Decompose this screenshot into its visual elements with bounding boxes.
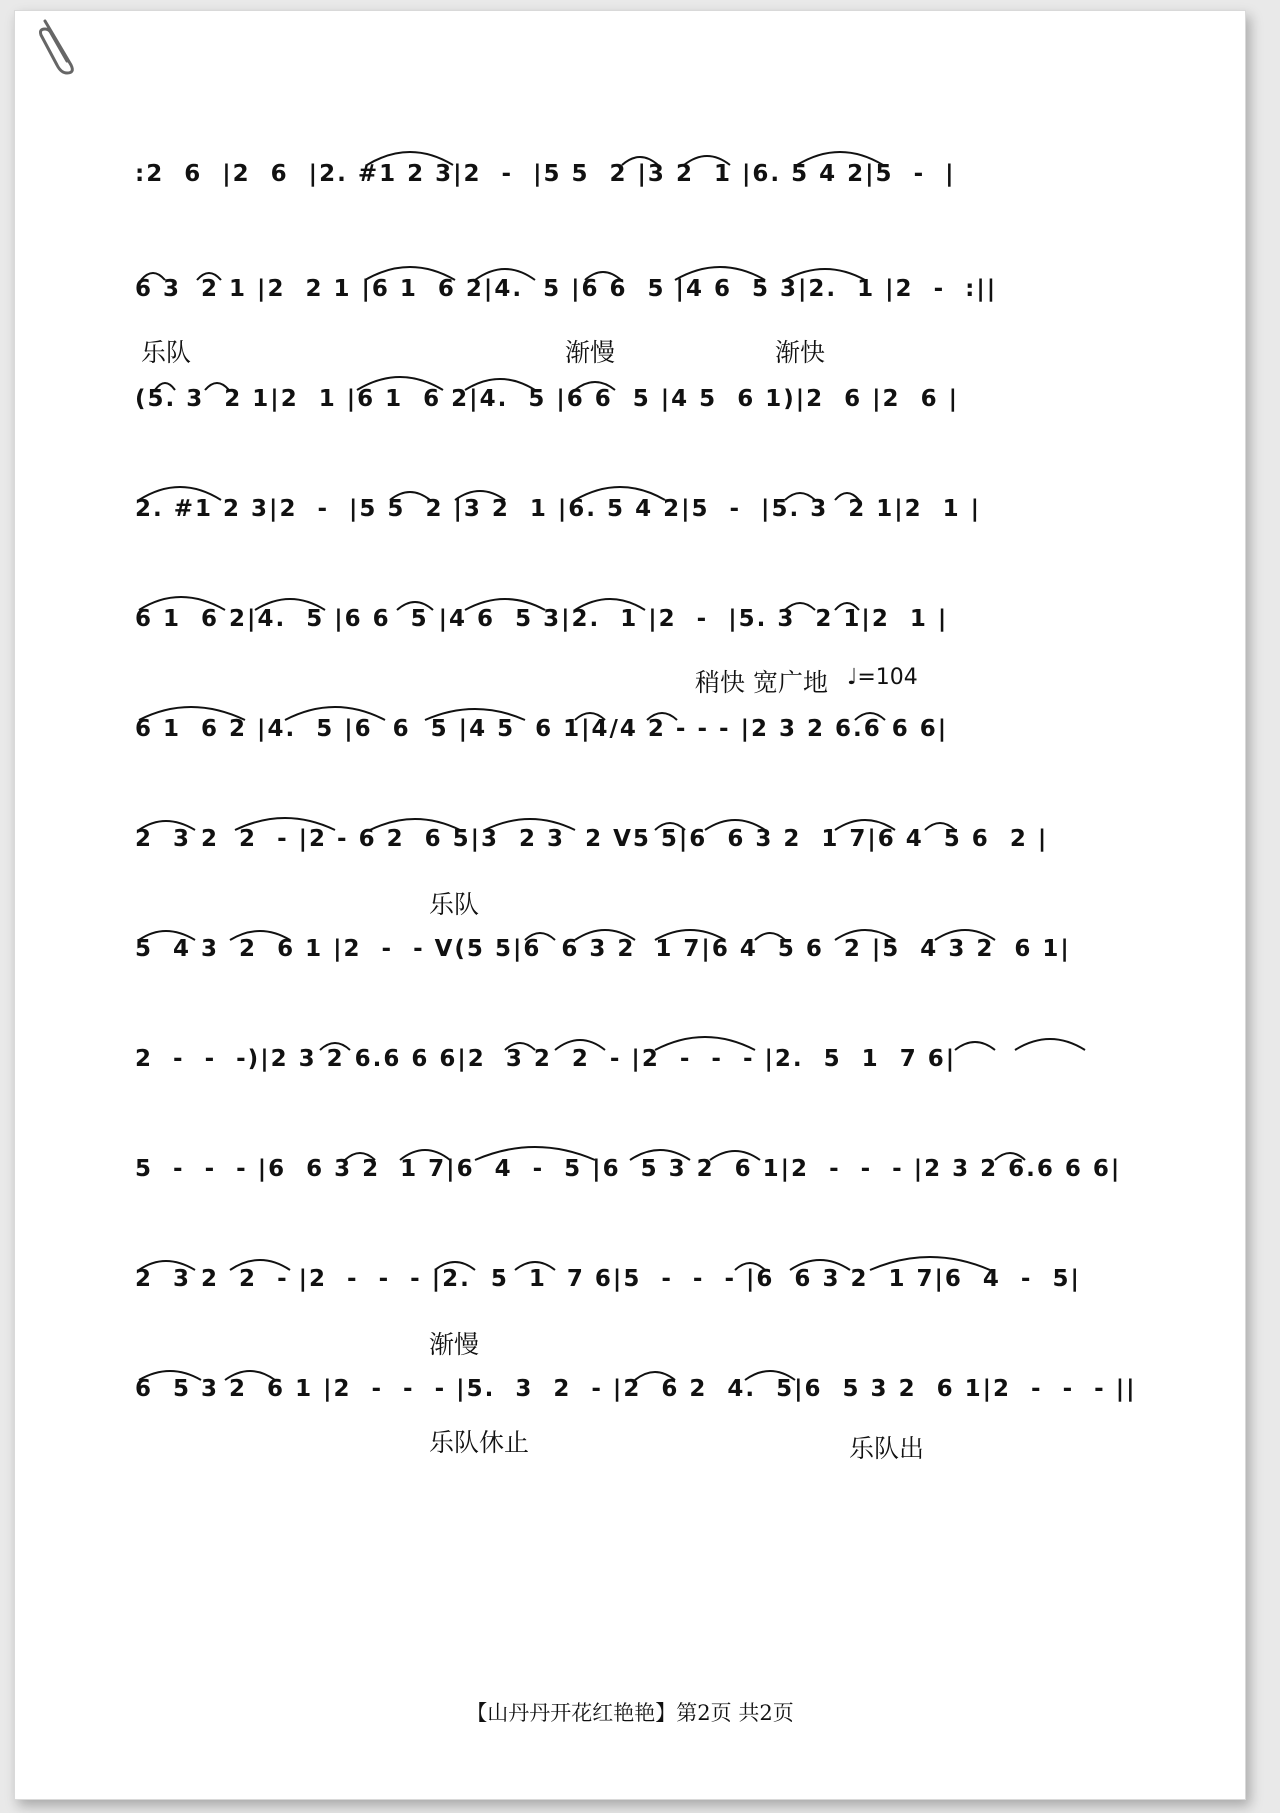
- score-line-5: [135, 606, 1145, 680]
- score-line-12: [135, 1376, 1145, 1450]
- score-line-4: [135, 496, 1145, 570]
- score-line-text: 5 4 3 2 6 1 |2 - - V(5 5|6 6 3 2 1 7|6 4 5 6 2 |5 4 3 2 6 1|: [135, 936, 1071, 962]
- score-line-text: 2 - - -)|2 3 2 6.6 6 6|2 3 2 2 - |2 - - - |2. 5 1 7 6|: [135, 1046, 957, 1072]
- direction-band: 乐队: [429, 890, 480, 919]
- score-line-text: 2 3 2 2 - |2 - - - |2. 5 1 7 6|5 - - - |6 6 3 2 1 7|6 4 - 5|: [135, 1266, 1081, 1292]
- score-line-text: 5 - - - |6 6 3 2 1 7|6 4 - 5 |6 5 3 2 6 1|2 - - - |2 3 2 6.6 6 6|: [135, 1156, 1122, 1182]
- score-line-2: [135, 276, 1145, 350]
- score-line-text: 6 1 6 2 |4. 5 |6 6 5 |4 5 6 1|4/4 2 - - - |2 3 2 6.6 6 6|: [135, 716, 949, 742]
- score-line-9: [135, 1046, 1145, 1120]
- score-line-text: 6 3 2 1 |2 2 1 |6 1 6 2|4. 5 |6 6 5 |4 6 5 3|2. 1 |2 - :||: [135, 276, 998, 302]
- score-line-text: :2 6 |2 6 |2. #1 2 3|2 - |5 5 2 |3 2 1 |6. 5 4 2|5 - |: [135, 161, 956, 187]
- score-line-8: [135, 936, 1145, 1010]
- paperclip-icon: [37, 17, 77, 75]
- score-line-text: 6 1 6 2|4. 5 |6 6 5 |4 6 5 3|2. 1 |2 - |5. 3 2 1|2 1 |: [135, 606, 949, 632]
- score-line-1: [135, 161, 1145, 235]
- direction-band-rest: 乐队休止: [429, 1428, 530, 1457]
- score-line-7: [135, 826, 1145, 900]
- score-line-10: [135, 1156, 1145, 1230]
- score-line-text: 6 5 3 2 6 1 |2 - - - |5. 3 2 - |2 6 2 4. 5|6 5 3 2 6 1|2 - - - ||: [135, 1376, 1137, 1402]
- score-line-11: [135, 1266, 1145, 1340]
- score-line-6: [135, 716, 1145, 790]
- score-line-text: 2. #1 2 3|2 - |5 5 2 |3 2 1 |6. 5 4 2|5 - |5. 3 2 1|2 1 |: [135, 496, 982, 522]
- score-page: [14, 10, 1246, 1800]
- score-line-text: (5. 3 2 1|2 1 |6 1 6 2|4. 5 |6 6 5 |4 5 6 1)|2 6 |2 6 |: [135, 386, 959, 412]
- direction-tempo-text: 稍快 宽广地: [695, 668, 828, 697]
- page-footer: 【山丹丹开花红艳艳】第2页 共2页: [466, 1701, 794, 1725]
- score-line-text: 2 3 2 2 - |2 - 6 2 6 5|3 2 3 2 V5 5|6 6 3 2 1 7|6 4 5 6 2 |: [135, 826, 1049, 852]
- direction-accelerando: 渐快: [775, 338, 826, 367]
- direction-band: 乐队: [141, 338, 192, 367]
- direction-ritardando: 渐慢: [565, 338, 616, 367]
- tempo-marking: ♩=104: [847, 665, 918, 690]
- score-line-3: [135, 386, 1145, 460]
- direction-band-enter: 乐队出: [849, 1434, 925, 1463]
- direction-ritardando: 渐慢: [429, 1330, 480, 1359]
